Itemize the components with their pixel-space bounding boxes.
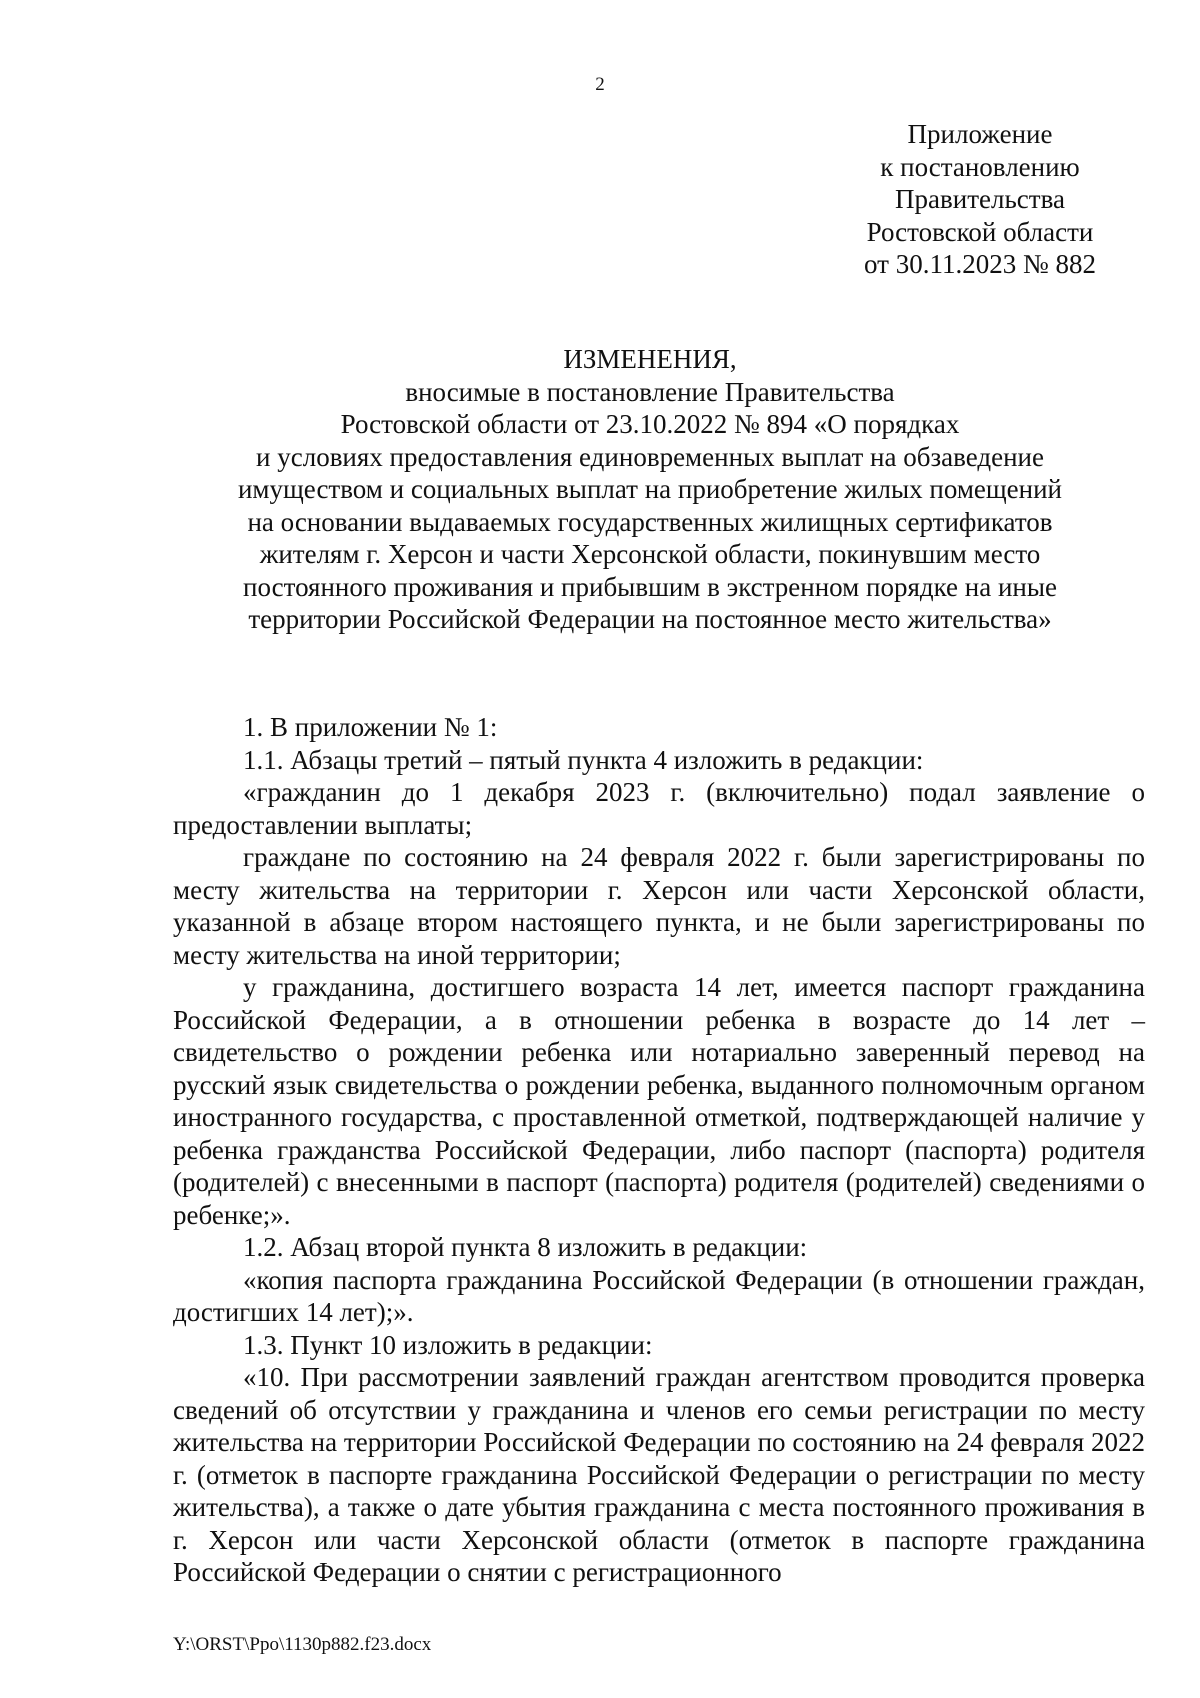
heading-line: вносимые в постановление Правительства [405,376,895,407]
paragraph: «10. При рассмотрении заявлений граждан агентством проводится проверка сведений об отсутствии у гражданина и членов его семьи регистрации по месту жительства на территории Российской Федерации по состоянию на 24 февраля 2022 г. (отметок в паспорте гражданина Российской Федерации о регистрации по месту жительства), а также о дате убытия гражданина с места постоянного проживания в г. Херсон или части Херсонской области (отметок в паспорте гражданина Российской Федерации о снятии с регистрационного [173,1362,1145,1587]
paragraph: 1.2. Абзац второй пункта 8 изложить в редакции: [243,1232,808,1262]
heading-line: и условиях предоставления единовременных выплат на обзаведение [256,441,1044,472]
appendix-line: Ростовской области [866,216,1094,247]
paragraph: «гражданин до 1 декабря 2023 г. (включительно) подал заявление о предоставлении выплаты; [173,777,1145,840]
heading-title: ИЗМЕНЕНИЯ, [563,344,737,374]
paragraph: граждане по состоянию на 24 февраля 2022 г. были зарегистрированы по месту жительства на территории г. Херсон или части Херсонской области, указанной в абзаце втором настоящего пункта, и не были зарегистрированы по месту жительства на иной территории; [173,842,1145,970]
document-body [173,711,1145,1589]
page-number: 2 [595,74,605,95]
heading-line: жителям г. Херсон и части Херсонской области, покинувшим место [259,539,1041,569]
appendix-block [820,118,1140,281]
paragraph: «копия паспорта гражданина Российской Федерации (в отношении граждан, достигших 14 лет);». [173,1264,1145,1327]
paragraph: 1. В приложении № 1: [243,712,498,742]
heading-line: имуществом и социальных выплат на приобретение жилых помещений [237,474,1063,504]
heading-line: Ростовской области от 23.10.2022 № 894 «О порядках [340,409,960,439]
appendix-line: Правительства [895,184,1065,214]
file-path-footer: Y:\ORST\Ppo\1130p882.f23.docx [173,1634,432,1655]
heading-line: территории Российской Федерации на постоянное место жительства» [248,604,1052,634]
appendix-line: Приложение [907,119,1053,149]
paragraph: 1.3. Пункт 10 изложить в редакции: [243,1329,653,1360]
heading-line: постоянного проживания и прибывшим в экстренном порядке на иные [243,571,1057,602]
appendix-line: к постановлению [880,151,1080,182]
document-heading [120,343,1180,636]
paragraph: у гражданина, достигшего возраста 14 лет, имеется паспорт гражданина Российской Федерации, а в отношении ребенка в возрасте до 14 лет – свидетельство о рождении ребенка или нотариально заверенный перевод на русский язык свидетельства о рождении ребенка, выданного полномочным органом иностранного государства, с проставленной отметкой, подтверждающей наличие у ребенка гражданства Российской Федерации, либо паспорт (паспорта) родителя (родителей) с внесенными в паспорт (паспорта) родителя (родителей) сведениями о ребенке;». [173,972,1145,1230]
heading-line: на основании выдаваемых государственных жилищных сертификатов [247,506,1053,537]
appendix-line: от 30.11.2023 № 882 [864,249,1096,279]
paragraph: 1.1. Абзацы третий – пятый пункта 4 изложить в редакции: [243,744,924,775]
